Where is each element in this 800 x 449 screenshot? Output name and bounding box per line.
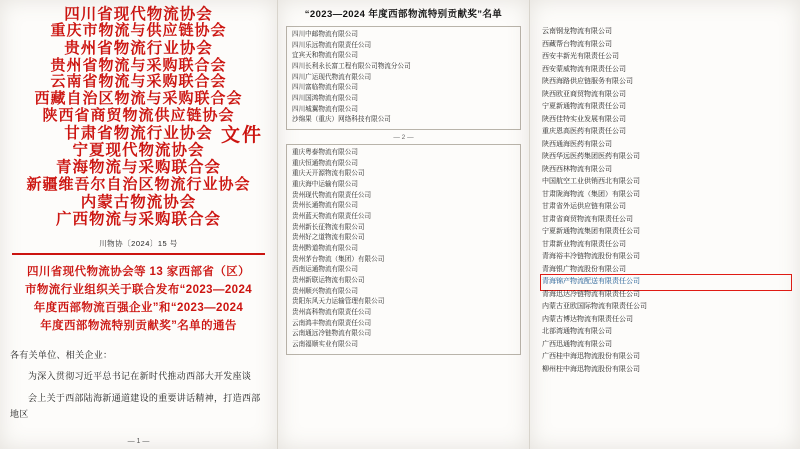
- document-page-2: [278, 0, 530, 449]
- company-name: 内蒙古亚欧国际物流有限责任公司: [542, 303, 647, 311]
- company-name: 重庆恩高医药有限责任公司: [542, 128, 626, 136]
- company-name: 贵州顺兴物流有限公司: [292, 287, 358, 295]
- company-name: 甘肃省商贸物流有限责任公司: [542, 215, 633, 223]
- org-line: 贵州省物流行业协会: [64, 40, 213, 58]
- body-paragraph: 为深入贯彻习近平总书记在新时代推动西部大开发座谈: [28, 371, 252, 382]
- company-name: 陕西海路供应链服务有限公司: [542, 78, 633, 86]
- org-line: 重庆市物流与供应链协会: [50, 22, 227, 40]
- company-name: 云南福顺实业有限公司: [292, 341, 358, 349]
- title-line: 四川省现代物流协会等 13 家西部省（区）: [26, 266, 251, 279]
- company-name: 西南运通物流有限公司: [292, 266, 358, 274]
- company-name: 陕西佳特实业发展有限公司: [542, 115, 626, 123]
- company-name: 甘肃陇海物流（集团）有限公司: [542, 190, 640, 198]
- company-name: 沙绵果（重庆）网络科技有限公司: [292, 116, 391, 124]
- company-name: 四川富临物流有限公司: [292, 84, 358, 92]
- company-list-block-3: [542, 26, 790, 376]
- company-name: 陕西华远医药集团医药有限公司: [542, 153, 640, 161]
- highlighted-company-name: 青海锦产物流配送有限责任公司: [542, 276, 790, 289]
- company-name: 贵州长通物流有限公司: [292, 202, 358, 210]
- title-line: 市物流行业组织关于联合发布“2023—2024: [24, 284, 253, 297]
- document-title: [10, 264, 267, 335]
- company-name: 重庆海中运输有限公司: [292, 181, 358, 189]
- org-line: 新疆维吾尔自治区物流行业协会: [26, 175, 251, 193]
- company-name: 贵州蓝天物流有限责任公司: [292, 213, 372, 221]
- company-name: 贵州新联运物流有限公司: [292, 277, 365, 285]
- issuing-organizations-header: [10, 6, 267, 228]
- company-name: 四川广运现代物流有限公司: [292, 73, 372, 81]
- company-name: 四川国鸿物流有限公司: [292, 95, 358, 103]
- document-stamp-word: 文件: [220, 125, 263, 146]
- org-line: 广西物流与采购联合会: [55, 210, 221, 228]
- company-name: 四川城翼物流有限公司: [292, 105, 358, 113]
- company-name: 陕西通海医药有限公司: [542, 140, 612, 148]
- org-line: 青海物流与采购联合会: [55, 159, 221, 177]
- company-name: 四川中邮物流有限公司: [292, 31, 358, 38]
- document-page-3: [530, 0, 800, 449]
- title-line: 年度西部物流百强企业”和“2023—2024: [33, 301, 244, 314]
- company-name: 中国航空工业供销西北有限公司: [542, 178, 640, 186]
- award-list-title: “2023—2024 年度西部物流特别贡献奖”名单: [304, 9, 503, 20]
- body-paragraph: 会上关于西部陆海新通道建设的重要讲话精神，打造西部地区: [10, 393, 261, 419]
- company-name: 陕西西林物流有限公司: [542, 165, 612, 173]
- company-name: 柳州柱中海迅物流股份有限公司: [542, 365, 640, 373]
- company-name: 贵阳东风天力运输管理有限公司: [292, 298, 385, 306]
- org-line: 内蒙古物流协会: [80, 193, 197, 211]
- org-line: 西藏自治区物流与采购联合会: [34, 90, 243, 108]
- page-number-2: — 2 —: [393, 134, 414, 142]
- company-name: 四川长利永长富工程有限公司物流分公司: [292, 63, 411, 71]
- company-name: 贵州新长征物流有限公司: [292, 223, 365, 231]
- body-paragraph: 各有关单位、相关企业：: [10, 349, 113, 360]
- company-name: 贵州茅台物流（集团）有限公司: [292, 255, 385, 263]
- company-name: 云南通远冷链物流有限公司: [292, 330, 372, 338]
- company-name: 青海裕丰冷链物流股份有限公司: [542, 253, 640, 261]
- company-name: 贵州现代物流有限责任公司: [292, 191, 372, 199]
- title-line: 年度西部物流特别贡献奖”名单的通告: [40, 319, 237, 332]
- company-name: 广西桂中海迅物流股份有限公司: [542, 353, 640, 361]
- company-name: 西藏帮台物流有限公司: [542, 40, 612, 48]
- company-name: 北部湾通物流有限公司: [542, 328, 612, 336]
- company-name: 甘肃省外运供应链有限公司: [542, 203, 626, 211]
- company-name: 内蒙古博达物流有限责任公司: [542, 315, 633, 323]
- company-name: 云南鸿丰物流有限责任公司: [292, 319, 372, 327]
- company-name: 广西迅通物流有限公司: [542, 340, 612, 348]
- company-name: 宜宾天和物流有限公司: [292, 52, 358, 60]
- company-name: 云南钢龙物流有限公司: [542, 28, 612, 35]
- document-page-1: [0, 0, 278, 449]
- document-body: [10, 348, 267, 423]
- company-name: 重庆粤泰物流有限公司: [292, 149, 358, 157]
- org-line: 贵州省物流与采购联合会: [50, 56, 227, 74]
- company-name: 青海银广物流股份有限公司: [542, 265, 626, 273]
- company-name: 重庆天开源物流有限公司: [292, 170, 365, 178]
- company-name: 宁夏新通物流有限责任公司: [542, 103, 626, 111]
- company-name: 宁夏新通物流集团有限责任公司: [542, 228, 640, 236]
- company-name: 贵州好之道物流有限公司: [292, 234, 365, 242]
- company-name: 青海迅达冷链物流有限责任公司: [542, 290, 640, 298]
- document-number: 川物协〔2024〕15 号: [99, 239, 178, 249]
- company-name: 四川乐远物流有限责任公司: [292, 41, 372, 49]
- org-line: 云南省物流与采购联合会: [50, 73, 227, 91]
- company-name: 贵州高科物流有限责任公司: [292, 309, 372, 317]
- company-name: 西安蒙威物流有限责任公司: [542, 65, 626, 73]
- company-name: 贵州黔道物流有限公司: [292, 245, 358, 253]
- company-list-block-2: [286, 144, 521, 355]
- org-line: 陕西省商贸物流供应链协会: [42, 106, 235, 124]
- company-list-block-1: [286, 26, 521, 130]
- company-name: 重庆恒通物流有限公司: [292, 159, 358, 167]
- company-name: 西安丰新光有限责任公司: [542, 53, 619, 61]
- company-name: 甘肃新业物流有限责任公司: [542, 240, 626, 248]
- red-divider: [12, 253, 265, 255]
- org-line: 四川省现代物流协会: [64, 6, 213, 23]
- page-number-1: — 1 —: [127, 438, 150, 445]
- org-line: 宁夏现代物流协会: [72, 142, 205, 160]
- company-name: 陕西欧亚商贸物流有限公司: [542, 90, 626, 98]
- org-line: 甘肃省物流行业协会: [64, 124, 213, 142]
